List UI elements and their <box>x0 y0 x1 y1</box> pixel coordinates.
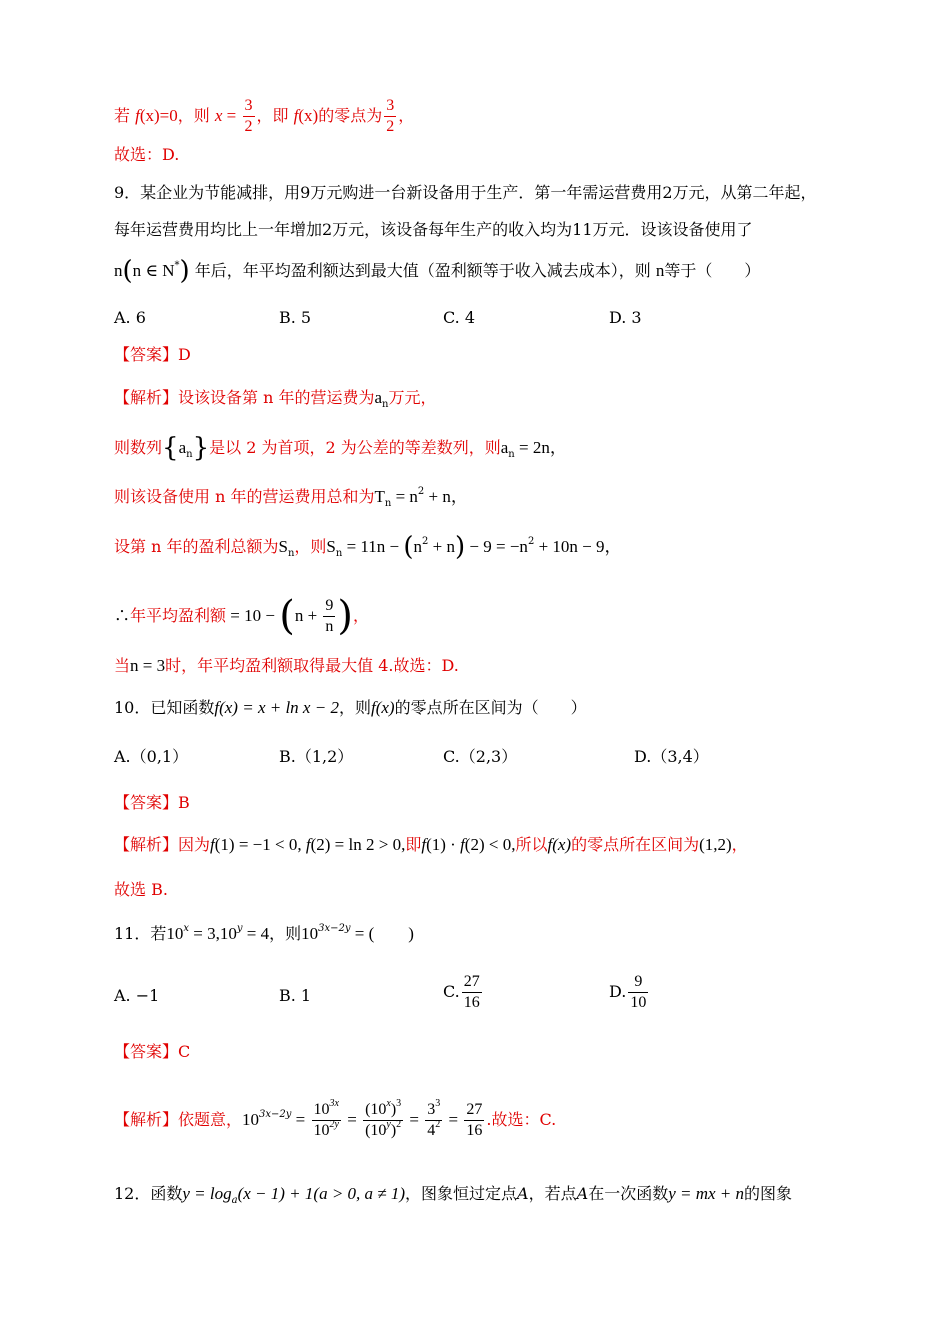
text: ， <box>353 606 370 625</box>
math: 10 <box>242 1110 260 1129</box>
sup: 2y <box>329 1119 339 1130</box>
math: S <box>278 537 288 556</box>
fraction <box>323 596 335 637</box>
math: (2) = ln 2 > 0, <box>310 835 406 854</box>
denominator: 10 <box>630 994 647 1011</box>
option-b: B.（1,2） <box>279 747 354 766</box>
math: a <box>500 438 509 457</box>
math: f(x) = x + ln x − 2 <box>214 698 339 717</box>
text: 10．已知函数 <box>114 698 215 717</box>
paren: ( <box>403 532 414 562</box>
choice-line: 故选：D. <box>114 145 180 164</box>
math: + n <box>428 537 456 556</box>
paren: ) <box>455 532 466 562</box>
sup: 3 <box>396 1098 402 1109</box>
math: (1,2) <box>699 835 732 854</box>
sup: 2 <box>422 536 429 547</box>
brace: { <box>162 433 179 463</box>
math: f <box>293 106 299 125</box>
paren: ) <box>390 1122 397 1139</box>
text: 11．若 <box>114 924 167 943</box>
numerator: 9 <box>634 973 643 990</box>
math: a <box>374 388 383 407</box>
sub: n <box>287 548 295 559</box>
math: n <box>655 261 665 280</box>
math: f(x) <box>370 698 395 717</box>
denominator: 2 <box>244 118 253 135</box>
math: = ( ) <box>350 924 414 943</box>
sup: 3 <box>435 1098 441 1109</box>
fraction <box>243 96 255 137</box>
text: ，则 <box>177 106 210 125</box>
sup: * <box>174 260 180 271</box>
text: 12．函数 <box>114 1184 183 1203</box>
text: 的零点为 <box>318 106 383 125</box>
math: = n <box>391 487 418 506</box>
text: 在一次函数 <box>588 1184 669 1203</box>
sup: x <box>386 1098 391 1109</box>
sup: y <box>236 923 243 934</box>
numerator: 9 <box>325 597 334 614</box>
option-d <box>609 972 650 1013</box>
text: 的零点所在区间为（ ） <box>394 698 587 717</box>
numerator: 3 <box>244 97 253 114</box>
math: (2) < 0, <box>464 835 516 854</box>
option-d: D.（3,4） <box>634 747 709 766</box>
explanation-line <box>114 386 850 410</box>
text: D. <box>609 982 627 1001</box>
text: C. <box>443 982 460 1001</box>
answer-label: 【答案】C <box>114 1042 191 1061</box>
explanation-line <box>114 593 850 639</box>
math: f <box>305 835 311 854</box>
denominator: n <box>325 618 334 635</box>
option-b: B. 1 <box>279 986 312 1005</box>
fraction <box>384 96 396 137</box>
explanation-line <box>114 654 850 678</box>
option-c: C. 4 <box>443 308 476 327</box>
text: 的图象 <box>744 1184 793 1203</box>
text: 万元， <box>388 388 437 407</box>
solution-line-zero <box>114 96 850 137</box>
text: ，则 <box>269 924 302 943</box>
math: = 4 <box>242 924 270 943</box>
math: n <box>413 537 423 556</box>
denominator: (10 <box>365 1122 387 1139</box>
fraction <box>462 972 482 1013</box>
answer-label: 【答案】B <box>114 793 190 812</box>
math: (x)=0 <box>139 106 178 125</box>
explanation-line <box>114 485 850 509</box>
math: T <box>374 487 385 506</box>
math: = 2n， <box>514 438 567 457</box>
paren: ) <box>337 593 354 639</box>
explanation-line: 【解析】依题意，$10^{3x-2y}$ = $\frac{10^{3x}}{10^{2y}}$ = $\frac{(10^x)^3}{(10^y)^2}$ = $\frac{3^3}{4^2}$ = $\frac{27}{16}$ .故选：C. <box>114 1098 557 1139</box>
math: = 3,10 <box>189 924 237 943</box>
numerator: 27 <box>463 973 480 990</box>
math: (x − 1) + 1(a > 0, a ≠ 1) <box>237 1184 406 1203</box>
sub: a <box>231 1195 238 1206</box>
math: + 10n − 9， <box>534 537 622 556</box>
math: − 9 = −n <box>465 537 528 556</box>
text: 设第 n 年的盈利总额为 <box>114 537 279 556</box>
sub: n <box>384 498 392 509</box>
question-10-stem <box>114 696 850 720</box>
question-12-stem <box>114 1182 870 1206</box>
math: + n， <box>424 487 468 506</box>
math: n = 3 <box>130 656 166 675</box>
math: n <box>114 261 123 280</box>
choice-line: 故选 B. <box>114 880 168 899</box>
fraction <box>628 972 648 1013</box>
paren: ) <box>390 1101 397 1118</box>
question-9-line-1: 9．某企业为节能减排，用9万元购进一台新设备用于生产．第一年需运营费用2万元，从第二年起， <box>114 183 817 202</box>
sup: 3x−2y <box>259 1109 292 1120</box>
text: 年后，年平均盈利额达到最大值（盈利额等于收入减去成本），则 <box>194 261 651 280</box>
denominator: 16 <box>463 994 480 1011</box>
fraction <box>312 1100 341 1141</box>
fraction <box>363 1100 403 1141</box>
sup: 3x−2y <box>318 923 351 934</box>
sup: y <box>386 1119 391 1130</box>
text: ，则 <box>294 537 327 556</box>
math: = <box>222 106 241 125</box>
text: 时，年平均盈利额取得最大值 4.故选：D. <box>165 656 459 675</box>
text: 年平均盈利额 <box>130 606 227 625</box>
paren: ( <box>279 593 295 639</box>
sup: 2 <box>417 486 425 497</box>
math: y = log <box>182 1184 232 1203</box>
option-c <box>443 972 484 1013</box>
math: f <box>135 106 140 125</box>
math: = 10 − <box>226 606 280 625</box>
text: 则该设备使用 n 年的营运费用总和为 <box>114 487 375 506</box>
paren: ) <box>179 256 190 286</box>
answer-label: 【答案】D <box>114 345 191 364</box>
sub: n <box>186 449 193 460</box>
math: (1) = −1 < 0, <box>214 835 306 854</box>
text: ，图象恒过定点 <box>405 1184 518 1203</box>
math: (1) · <box>426 835 461 854</box>
fraction <box>425 1100 442 1141</box>
text: 【解析】 <box>114 835 179 854</box>
text: 的零点所在区间为 <box>571 835 700 854</box>
denominator: 2 <box>386 118 395 135</box>
text: 所以 <box>515 835 548 854</box>
brace: } <box>192 433 210 463</box>
sup: 3x <box>329 1098 339 1109</box>
option-a: A. −1 <box>114 986 160 1005</box>
option-c: C.（2,3） <box>443 747 518 766</box>
math: f <box>460 835 465 854</box>
denominator: 16 <box>466 1122 483 1139</box>
explanation-line <box>114 433 850 463</box>
math: y = mx + n <box>668 1184 745 1203</box>
text: ， <box>398 106 415 125</box>
sup: x <box>183 923 190 934</box>
option-a: A.（0,1） <box>114 747 189 766</box>
text: .故选：C. <box>486 1110 557 1129</box>
paren: ( <box>122 256 133 286</box>
math: f(x) <box>547 835 572 854</box>
text: 因为 <box>178 835 211 854</box>
math: = 11n − <box>342 537 404 556</box>
math: n ∈ N <box>132 261 175 280</box>
question-9-line-3 <box>114 256 850 286</box>
numerator: 3 <box>427 1101 436 1118</box>
text: 则数列 <box>114 438 163 457</box>
math: f <box>210 835 215 854</box>
math: 10 <box>301 924 319 943</box>
math: n + <box>294 606 322 625</box>
explanation-line <box>114 532 850 562</box>
math: A <box>517 1184 529 1203</box>
text: 等于（ ） <box>664 261 761 280</box>
text: 若 <box>114 106 131 125</box>
explanation-line <box>114 833 870 857</box>
text: 【解析】设该设备第 n 年的营运费为 <box>114 388 375 407</box>
text: ∴ <box>114 606 131 625</box>
numerator: 3 <box>386 97 395 114</box>
numerator: (10 <box>365 1101 387 1118</box>
math: f <box>421 835 427 854</box>
math: S <box>326 537 336 556</box>
sub: n <box>382 399 389 410</box>
text: 当 <box>114 656 131 675</box>
fraction <box>464 1100 484 1141</box>
text: ， <box>731 835 748 854</box>
math: A <box>576 1184 589 1203</box>
text: 【解析】依题意， <box>114 1110 243 1129</box>
text: ，若点 <box>528 1184 577 1203</box>
sup: 2 <box>396 1119 402 1130</box>
text: 即 <box>405 835 422 854</box>
math: a <box>178 438 187 457</box>
numerator: 10 <box>313 1101 330 1118</box>
text: 是以 2 为首项，2 为公差的等差数列，则 <box>209 438 501 457</box>
text: ，则 <box>338 698 371 717</box>
text: ，即 <box>256 106 289 125</box>
math: x <box>214 106 223 125</box>
numerator: 27 <box>466 1101 483 1118</box>
sup: 2 <box>435 1119 441 1130</box>
option-d: D. 3 <box>609 308 642 327</box>
question-9-line-2: 每年运营费用均比上一年增加2万元，该设备每年生产的收入均为11万元．设该设备使用了 <box>114 220 753 239</box>
question-11-stem <box>114 922 850 946</box>
math: 10 <box>166 924 184 943</box>
math: (x) <box>298 106 319 125</box>
sub: n <box>335 548 343 559</box>
math: = <box>291 1110 310 1129</box>
denominator: 10 <box>313 1122 330 1139</box>
sup: 2 <box>527 536 535 547</box>
denominator: 4 <box>427 1122 436 1139</box>
sub: n <box>508 449 515 460</box>
option-b: B. 5 <box>279 308 312 327</box>
option-a: A. 6 <box>114 308 146 327</box>
